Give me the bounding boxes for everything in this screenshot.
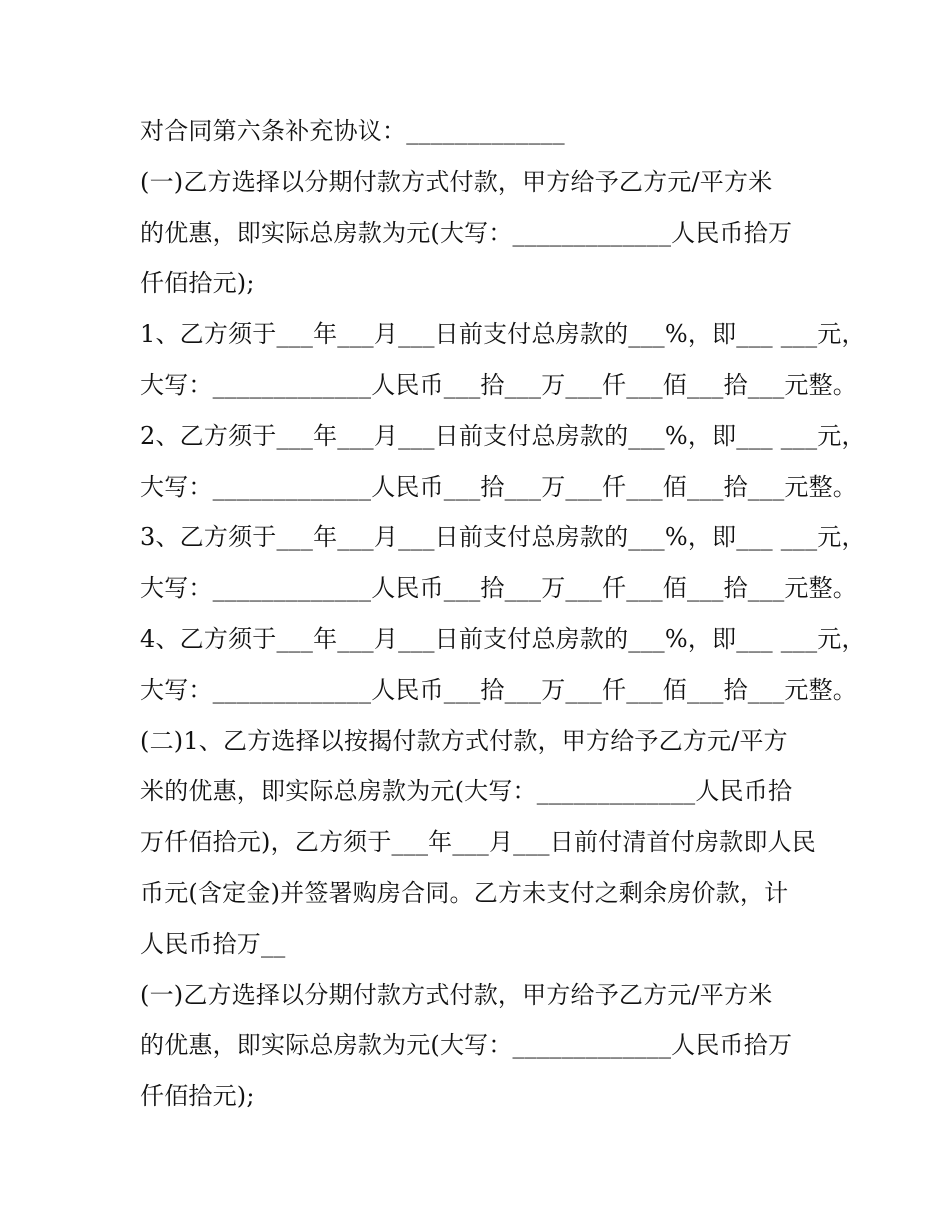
text-line: 万仟佰拾元)，乙方须于___年___月___日前付清首付房款即人民 [140, 828, 816, 857]
text-line: 对合同第六条补充协议：_____________ [140, 117, 565, 145]
text-line: 大写：_____________人民币___拾___万___仟___佰___拾___元整。 [140, 370, 857, 399]
text-line: (一)乙方选择以分期付款方式付款，甲方给予乙方元/平方米 [140, 167, 773, 196]
text-line: 的优惠，即实际总房款为元(大写：_____________人民币拾万 [140, 1031, 793, 1060]
text-line: 大写：_____________人民币___拾___万___仟___佰___拾___元整。 [140, 472, 857, 501]
text-line: 大写：_____________人民币___拾___万___仟___佰___拾___元整。 [140, 675, 857, 704]
text-line: 仟佰拾元); [140, 1082, 255, 1111]
text-line: 人民币拾万__ [140, 929, 286, 958]
text-line: 的优惠，即实际总房款为元(大写：_____________人民币拾万 [140, 218, 793, 247]
text-line: 大写：_____________人民币___拾___万___仟___佰___拾___元整。 [140, 574, 857, 603]
text-line: 仟佰拾元); [140, 269, 255, 298]
text-line: 3、乙方须于___年___月___日前支付总房款的___%，即___ ___元， [140, 523, 866, 552]
text-line: 1、乙方须于___年___月___日前支付总房款的___%，即___ ___元， [140, 320, 866, 349]
text-line: 币元(含定金)并签署购房合同。乙方未支付之剩余房价款，计 [140, 878, 789, 907]
document-body [140, 106, 866, 1122]
text-line: (一)乙方选择以分期付款方式付款，甲方给予乙方元/平方米 [140, 980, 773, 1009]
text-line: (二)1、乙方选择以按揭付款方式付款，甲方给予乙方元/平方 [140, 726, 788, 755]
text-line: 2、乙方须于___年___月___日前支付总房款的___%，即___ ___元， [140, 421, 866, 450]
text-line: 米的优惠，即实际总房款为元(大写：_____________人民币拾 [140, 777, 793, 806]
text-line: 4、乙方须于___年___月___日前支付总房款的___%，即___ ___元， [140, 624, 866, 653]
